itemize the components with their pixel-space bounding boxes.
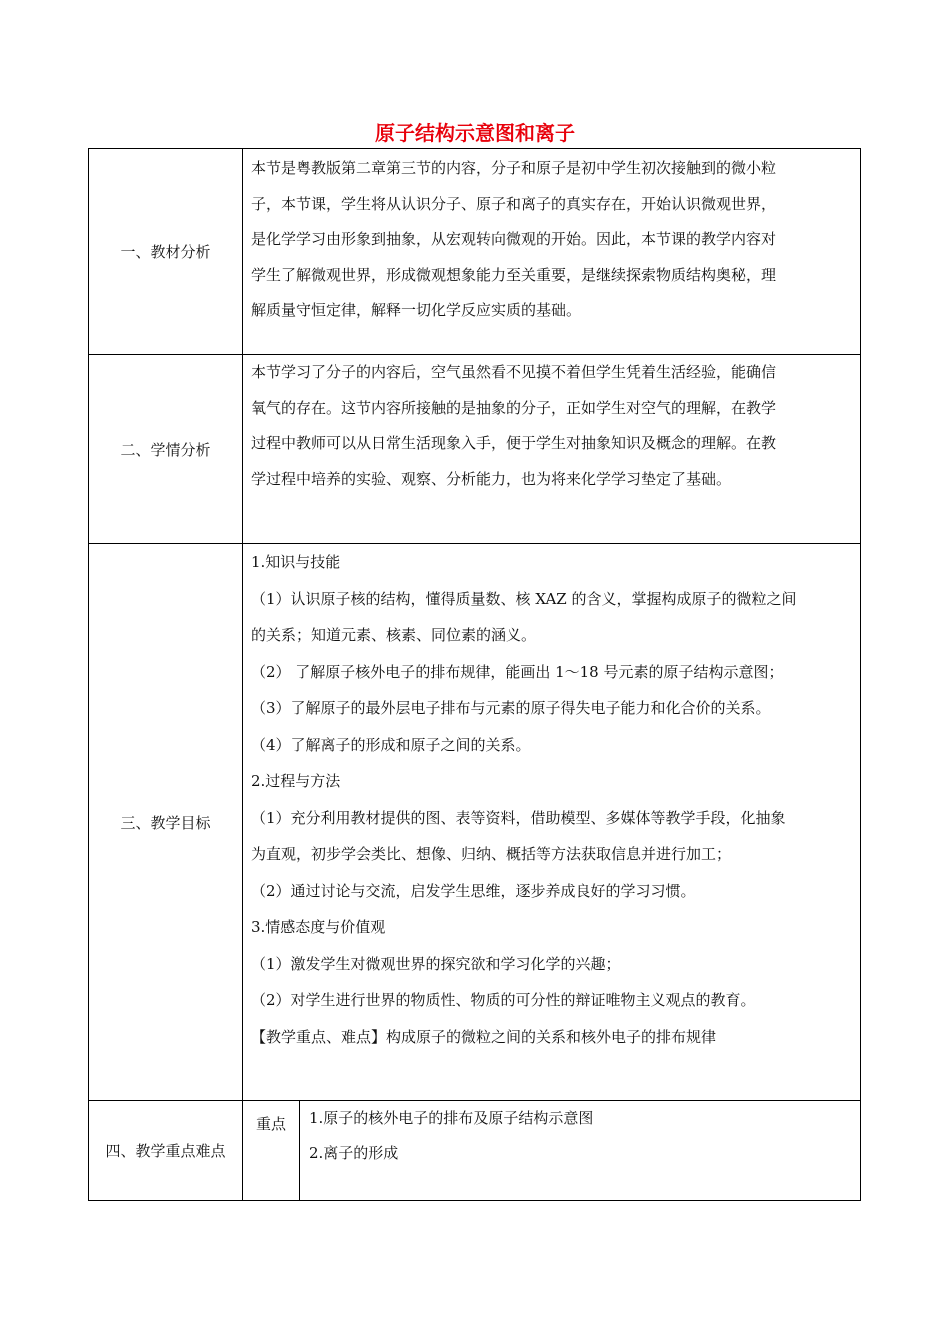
text-line: （4）了解离子的形成和原子之间的关系。	[251, 735, 531, 754]
text-line: （2）对学生进行世界的物质性、物质的可分性的辩证唯物主义观点的教育。	[251, 991, 756, 1009]
section-materials	[88, 148, 861, 354]
text-line: 3.情感态度与价值观	[251, 918, 386, 936]
section-content	[251, 544, 852, 1055]
section-label: 二、学情分析	[89, 355, 243, 543]
text-line: 学过程中培养的实验、观察、分析能力，也为将来化学学习垫定了基础。	[251, 469, 732, 488]
section-label: 三、教学目标	[89, 544, 243, 1100]
text-line: （1）充分利用教材提供的图、表等资料，借助模型、多媒体等教学手段，化抽象	[251, 808, 786, 827]
text-line: 过程中教师可以从日常生活现象入手，便于学生对抽象知识及概念的理解。在教	[251, 434, 777, 452]
text-line: 【教学重点、难点】构成原子的微粒之间的关系和核外电子的排布规律	[251, 1027, 717, 1046]
section-key-points	[88, 1100, 861, 1201]
text-line: 是化学学习由形象到抽象，从宏观转向微观的开始。因此，本节课的教学内容对	[251, 230, 777, 248]
text-line: 1.原子的核外电子的排布及原子结构示意图	[309, 1109, 594, 1127]
section-goals	[88, 543, 861, 1100]
text-line: 子，本节课，学生将从认识分子、原子和离子的真实存在，开始认识微观世界，	[251, 194, 777, 213]
text-line: （1）激发学生对微观世界的探究欲和学习化学的兴趣；	[251, 954, 621, 973]
text-line: 2.离子的形成	[309, 1144, 399, 1162]
section-students	[88, 354, 861, 543]
text-line: 学生了解微观世界，形成微观想象能力至关重要，是继续探索物质结构奥秘，理	[251, 265, 777, 284]
section-content	[251, 151, 852, 329]
text-line: 2.过程与方法	[251, 772, 341, 790]
section-content	[251, 355, 852, 497]
key-point-label: 重点	[243, 1101, 300, 1200]
key-point-content	[309, 1101, 852, 1171]
text-line: （3）了解原子的最外层电子排布与元素的原子得失电子能力和化合价的关系。	[251, 699, 771, 717]
section-label: 四、教学重点难点	[89, 1101, 243, 1200]
text-line: 解质量守恒定律，解释一切化学反应实质的基础。	[251, 301, 582, 319]
text-line: 1.知识与技能	[251, 553, 341, 571]
text-line: （2） 了解原子核外电子的排布规律，能画出 1～18 号元素的原子结构示意图；	[251, 662, 784, 681]
text-line: （1）认识原子核的结构，懂得质量数、核 XAZ 的含义，掌握构成原子的微粒之间	[251, 589, 797, 608]
text-line: 为直观，初步学会类比、想像、归纳、概括等方法获取信息并进行加工；	[251, 845, 732, 863]
section-label: 一、教材分析	[89, 149, 243, 354]
text-line: 本节学习了分子的内容后，空气虽然看不见摸不着但学生凭着生活经验，能确信	[251, 363, 777, 381]
text-line: 的关系；知道元素、核素、同位素的涵义。	[251, 626, 537, 644]
text-line: 本节是粤教版第二章第三节的内容，分子和原子是初中学生初次接触到的微小粒	[251, 159, 777, 177]
text-line: （2）通过讨论与交流，启发学生思维，逐步养成良好的学习习惯。	[251, 881, 696, 900]
text-line: 氧气的存在。这节内容所接触的是抽象的分子，正如学生对空气的理解，在教学	[251, 398, 777, 417]
document-title: 原子结构示意图和离子	[375, 121, 575, 145]
